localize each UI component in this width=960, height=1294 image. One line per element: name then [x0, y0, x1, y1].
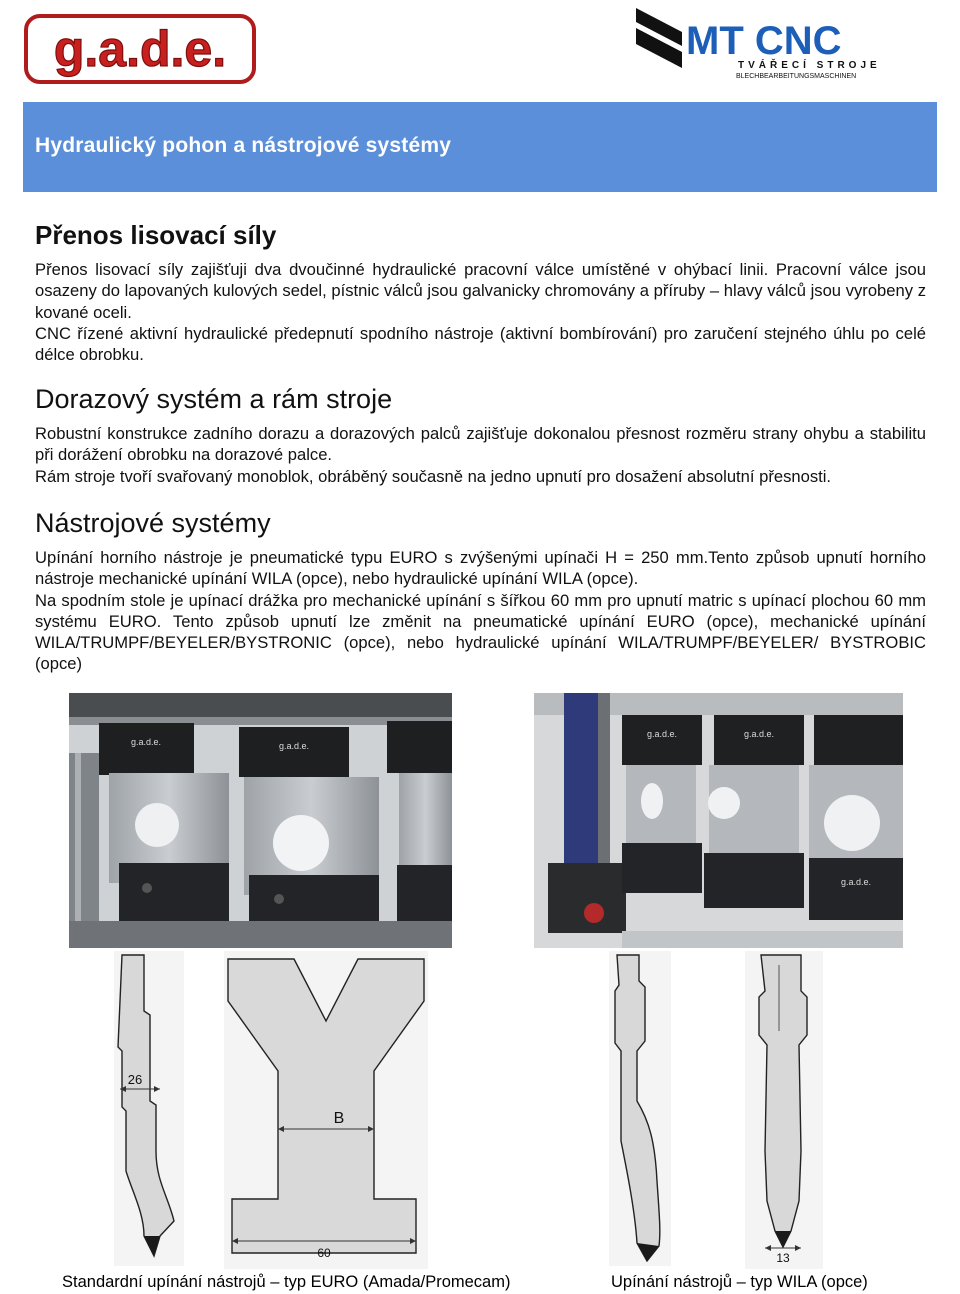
mtcnc-logo-text: MT CNC [686, 19, 842, 63]
caption-euro: Standardní upínání nástrojů – typ EURO (Amada/Promecam) [62, 1273, 511, 1291]
die-dimension-width: 60 [317, 1246, 331, 1260]
gade-logo-text: g.a.d.e. [53, 21, 227, 77]
wila-punch-drawing [609, 951, 671, 1266]
clamp-photo-right [534, 693, 903, 948]
clamp-label: g.a.d.e. [743, 729, 775, 739]
section-tooling [35, 508, 926, 675]
wila-dimension: 13 [776, 1251, 790, 1265]
clamp-label: g.a.d.e. [840, 877, 872, 887]
caption-wila: Upínání nástrojů – typ WILA (opce) [611, 1273, 868, 1291]
paragraph: Přenos lisovací síly zajišťuji dva dvoučinné hydraulické pracovní válce umístěné v ohýbací linii. Pracovní válce jsou osazeny do lapovaných kulových sedel, pístnic válců jsou galvanicky chromovány a příruby – hlavy válců jsou vyrobeny z kované oceli. [35, 260, 926, 322]
section-heading: Nástrojové systémy [35, 508, 271, 538]
banner-title: Hydraulický pohon a nástrojové systémy [35, 134, 452, 157]
mtcnc-logo-sub2: BLECHBEARBEITUNGSMASCHINEN [736, 73, 857, 80]
wila-straight-punch-drawing [745, 951, 823, 1269]
clamp-label: g.a.d.e. [278, 741, 310, 751]
paragraph: Na spodním stole je upínací drážka pro mechanické upínání s šířkou 60 mm pro upnutí matric s upínací plochou 60 mm systému EURO. Tento způsob upnutí lze změnit na pneumatické upínání EURO (opce), mechanické upínání WILA/TRUMPF/BEYELER/BYSTRONIC (opce), nebo hydraulické upínání WILA/TRUMPF/BEYELER/ BYSTROBIC (opce) [35, 590, 926, 674]
section-banner [23, 102, 937, 192]
punch-dimension: 26 [127, 1072, 143, 1087]
section-backgauge [35, 384, 926, 487]
paragraph: Rám stroje tvoří svařovaný monoblok, obráběný současně na jedno upnutí pro dosažení absolutní přesnosti. [35, 466, 832, 486]
section-heading: Dorazový systém a rám stroje [35, 384, 393, 414]
section-force-transfer [35, 220, 926, 365]
paragraph: CNC řízené aktivní hydraulické předepnutí spodního nástroje (aktivní bombírování) pro zaručení stejného úhlu po celé délce obrobku. [35, 323, 926, 365]
section-heading: Přenos lisovací síly [35, 220, 277, 250]
clamp-label: g.a.d.e. [130, 737, 162, 747]
mtcnc-logo [630, 2, 922, 82]
euro-die-drawing [224, 951, 428, 1269]
mtcnc-logo-sub1: TVÁŘECÍ STROJE [738, 60, 881, 71]
clamp-photo-left [69, 693, 452, 948]
euro-punch-drawing [114, 951, 184, 1266]
paragraph: Upínání horního nástroje je pneumatické typu EURO s zvýšenými upínači H = 250 mm.Tento způsob upnutí horního nástroje mechanické upínání WILA (opce), nebo hydraulické upínání WILA (opce). [35, 548, 926, 589]
gade-logo [22, 2, 258, 98]
clamp-label: g.a.d.e. [646, 729, 678, 739]
paragraph: Robustní konstrukce zadního dorazu a dorazových palců zajišťuje dokonalou přesnost rozměru strany ohybu a stabilitu při dorážení obrobku na dorazové palce. [35, 424, 926, 465]
die-dimension-b: B [333, 1110, 345, 1127]
